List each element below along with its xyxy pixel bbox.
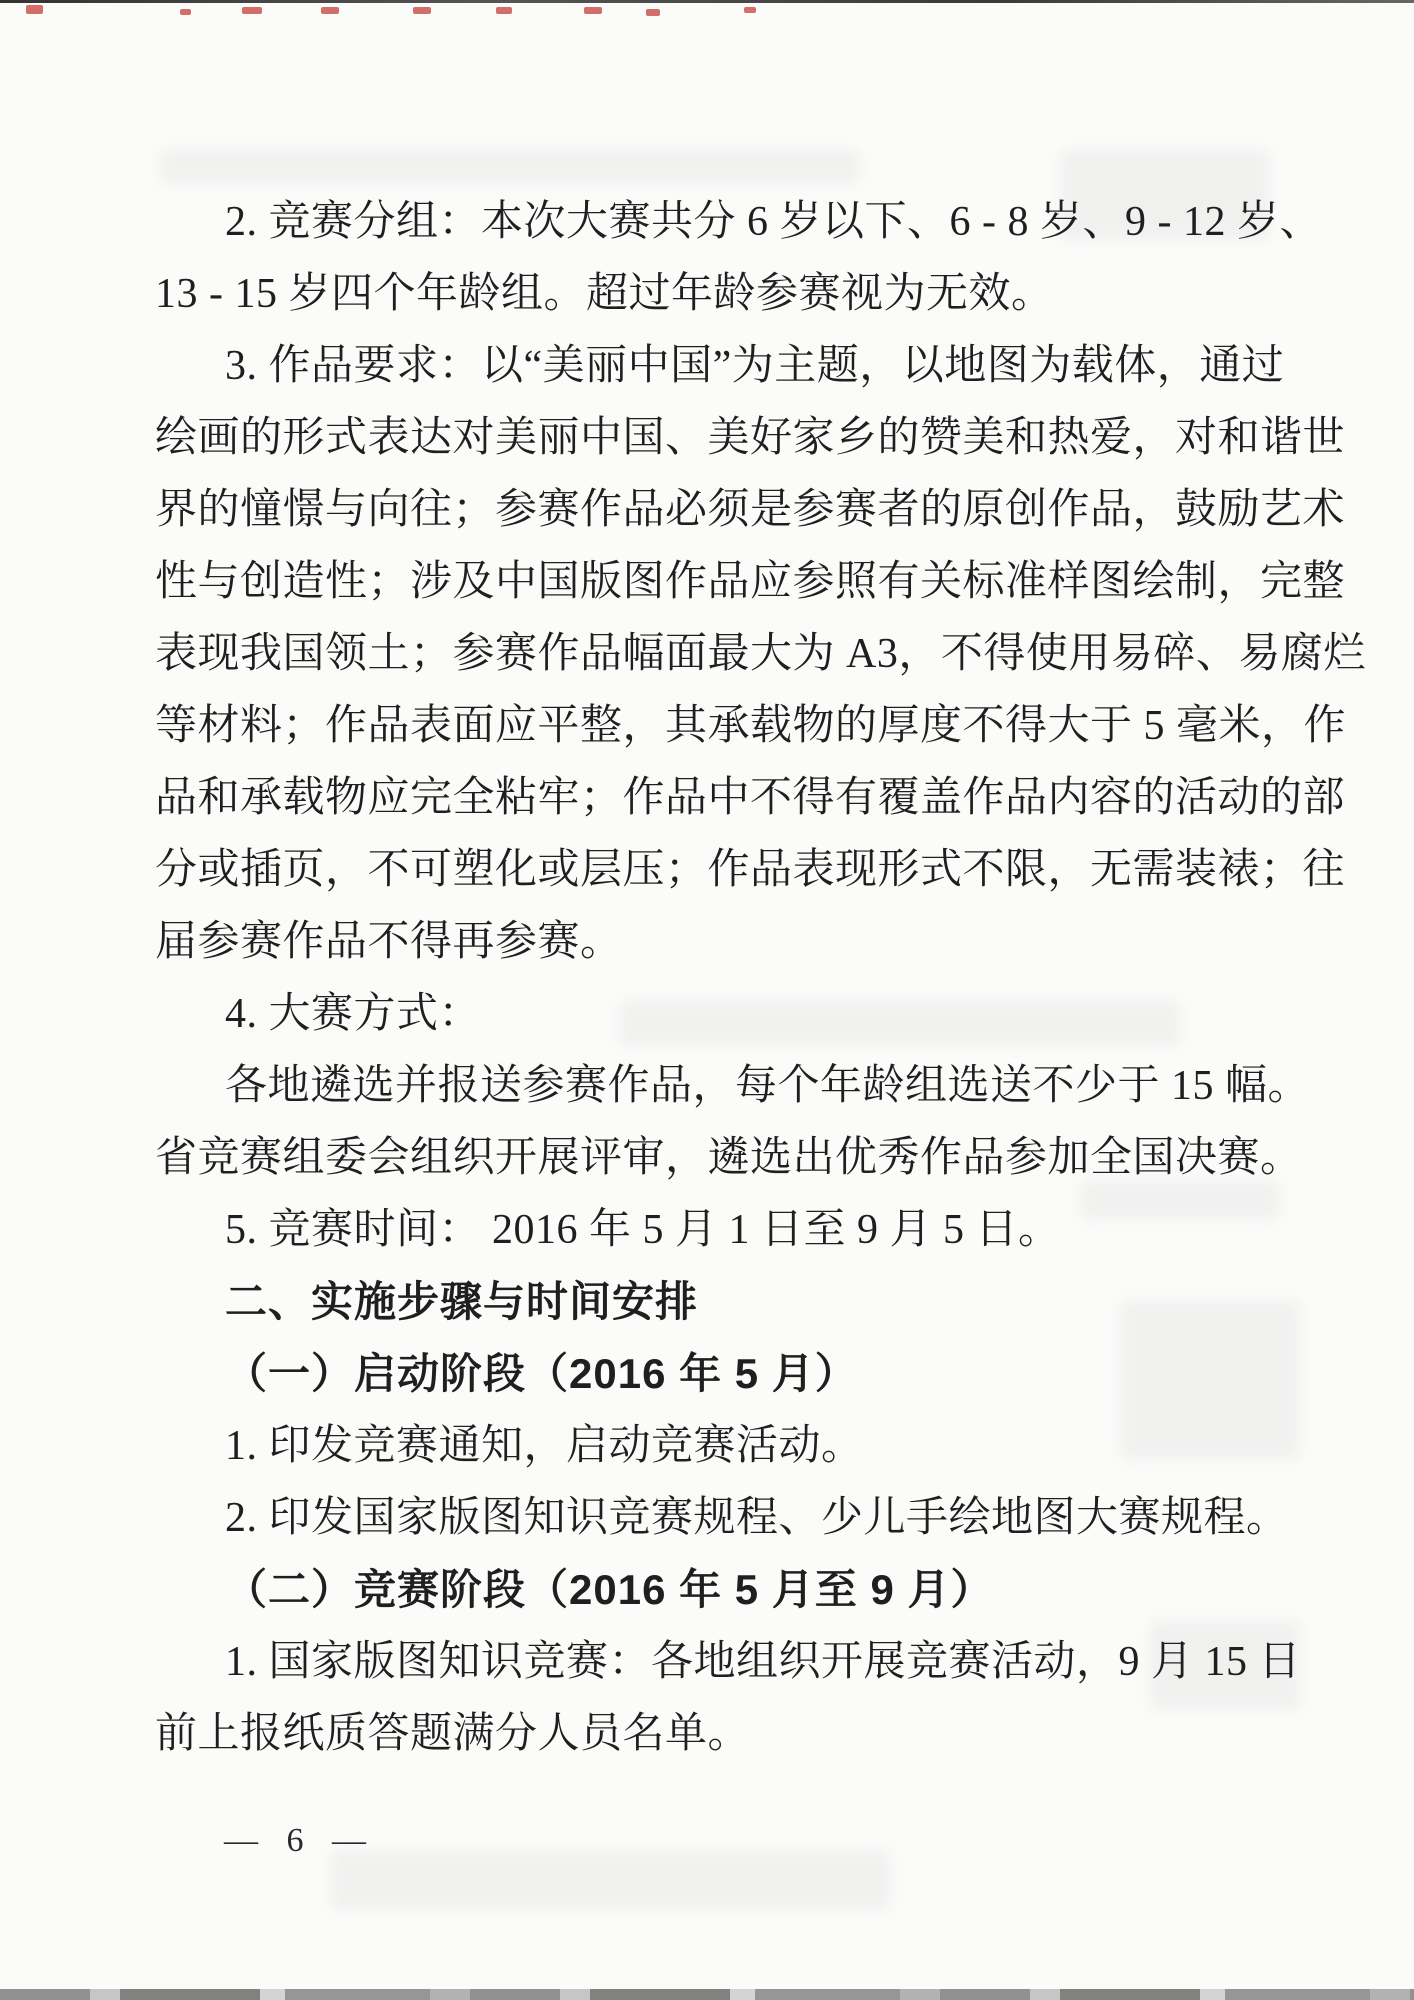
body-line: 3. 作品要求：以“美丽中国”为主题，以地图为载体，通过 [225,343,1285,389]
red-ink-artifact [584,7,602,14]
body-line: 1. 印发竞赛通知，启动竞赛活动。 [225,1423,864,1469]
document-body [155,186,1366,1770]
section-heading-2: 二、实施步骤与时间安排 [225,1278,699,1325]
body-line: 13 - 15 岁四个年龄组。超过年龄参赛视为无效。 [155,271,1054,317]
body-line: 品和承载物应完全粘牢；作品中不得有覆盖作品内容的活动的部 [155,775,1346,821]
bleed-through-artifact [330,1850,890,1910]
scan-bottom-edge-artifact [0,1989,1414,2000]
bleed-through-artifact [160,150,860,184]
body-line: 分或插页，不可塑化或层压；作品表现形式不限，无需装裱；往 [155,847,1346,893]
red-ink-artifact [26,5,43,14]
red-ink-artifact [646,9,660,16]
body-line: 各地遴选并报送参赛作品，每个年龄组选送不少于 15 幅。 [225,1063,1311,1109]
body-line: 性与创造性；涉及中国版图作品应参照有关标准样图绘制，完整 [155,559,1346,605]
red-ink-artifact [496,7,512,14]
red-ink-artifact [242,7,262,14]
body-line: 界的憧憬与向往；参赛作品必须是参赛者的原创作品，鼓励艺术 [155,487,1346,533]
body-line: 2. 印发国家版图知识竞赛规程、少儿手绘地图大赛规程。 [225,1495,1289,1541]
body-line: 省竞赛组委会组织开展评审，遴选出优秀作品参加全国决赛。 [155,1135,1303,1181]
scan-top-edge-artifact [0,0,1414,3]
body-line: 等材料；作品表面应平整，其承载物的厚度不得大于 5 毫米，作 [155,703,1347,749]
subsection-heading-2-2: （二）竞赛阶段（2016 年 5 月至 9 月） [225,1566,994,1613]
red-ink-artifact [744,7,756,13]
red-ink-artifact [413,7,431,14]
page-number: — 6 — [224,1822,376,1859]
body-line: 2. 竞赛分组：本次大赛共分 6 岁以下、6 - 8 岁、9 - 12 岁、 [225,199,1322,245]
red-ink-artifact [321,7,339,14]
body-line: 届参赛作品不得再参赛。 [155,919,623,965]
subsection-heading-2-1: （一）启动阶段（2016 年 5 月） [225,1350,858,1397]
body-line: 绘画的形式表达对美丽中国、美好家乡的赞美和热爱，对和谐世 [155,415,1346,461]
body-line: 1. 国家版图知识竞赛：各地组织开展竞赛活动，9 月 15 日 [225,1639,1302,1685]
body-line: 4. 大赛方式： [225,991,482,1037]
body-line: 前上报纸质答题满分人员名单。 [155,1711,751,1757]
body-line: 5. 竞赛时间： 2016 年 5 月 1 日至 9 月 5 日。 [225,1207,1061,1253]
body-line: 表现我国领土；参赛作品幅面最大为 A3，不得使用易碎、易腐烂 [155,631,1366,677]
red-ink-artifact [180,9,191,15]
